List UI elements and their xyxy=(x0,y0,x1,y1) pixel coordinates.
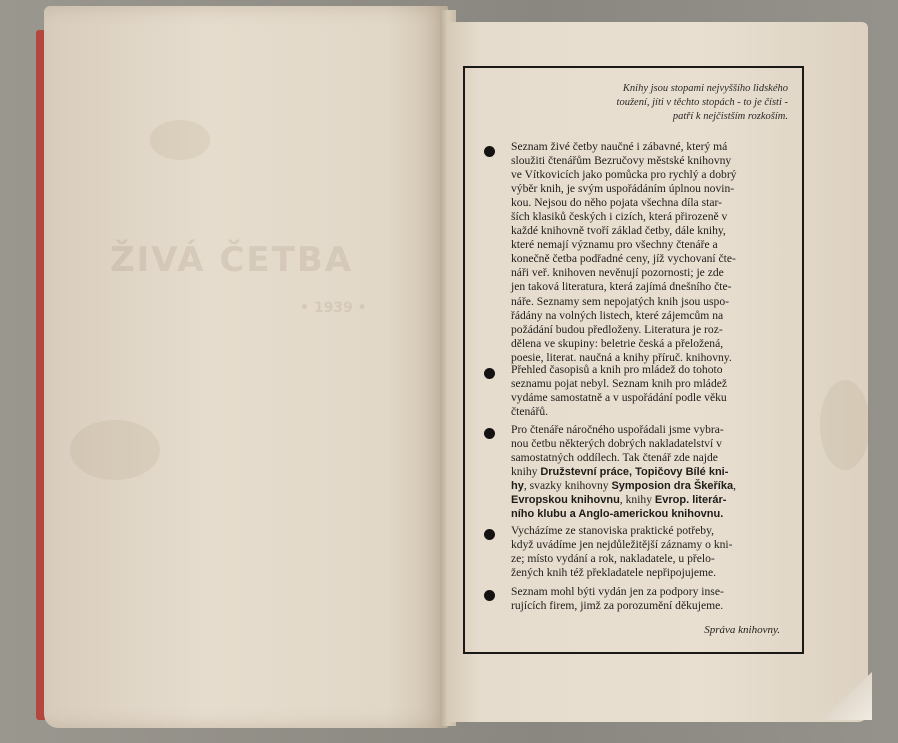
text-line: sloužiti čtenářům Bezručovy městské knihovny xyxy=(511,154,732,168)
bullet-point xyxy=(484,146,495,157)
paper-stain xyxy=(70,420,160,480)
publisher-name: Symposion dra Škeříka xyxy=(611,480,734,493)
text-run: , svazky knihovny xyxy=(523,479,612,493)
paragraph-youth xyxy=(511,363,789,419)
text-line: žených knih též překladatele nepřipojujeme. xyxy=(511,566,717,580)
text-line xyxy=(511,507,789,521)
text-run: knihy xyxy=(511,465,541,479)
left-page-blank xyxy=(44,6,448,728)
text-line: samostatných oddílech. Tak čtenář zde najde xyxy=(511,451,718,465)
text-line xyxy=(511,493,789,507)
text-line: dělena ve skupiny: beletrie česká a přeložená, xyxy=(511,336,724,350)
bullet-point xyxy=(484,529,495,540)
publisher-name: Družstevní práce, Topičovy Bílé kni- xyxy=(540,466,729,479)
text-line: Pro čtenáře náročného uspořádali jsme vybra- xyxy=(511,423,724,436)
text-line: řádány na volných listech, které zájemcům na xyxy=(511,308,724,322)
motto-quote xyxy=(511,82,788,124)
text-line: vydáme samostatně a v uspořádání podle věku xyxy=(511,391,727,405)
bullet-point xyxy=(484,368,495,379)
text-line: výběr knih, je svým uspořádáním úplnou novin- xyxy=(511,182,735,196)
bullet-point xyxy=(484,590,495,601)
bullet-point xyxy=(484,428,495,439)
text-line: když uvádíme jen nejdůležitější záznamy o kni- xyxy=(511,538,733,552)
text-line: seznamu pojat nebyl. Seznam knih pro mládež xyxy=(511,377,728,391)
text-line: Seznam mohl býti vydán jen za podpory inse- xyxy=(511,585,724,598)
motto-line: toužení, jíti v těchto stopách - to je čísti - xyxy=(616,97,788,108)
publisher-name: Evrop. literár- xyxy=(654,494,727,507)
text-line: ších klasiků českých i cizích, která přirozeně v xyxy=(511,210,728,224)
text-line: Vycházíme ze stanoviska praktické potřeby, xyxy=(511,524,715,537)
text-line: ve Vítkovicích jako pomůcka pro rychlý a dobrý xyxy=(511,168,737,182)
motto-line: Knihy jsou stopami nejvyššího lidského xyxy=(622,83,788,94)
publisher-name: ního klubu a Anglo-americkou knihovnu. xyxy=(511,508,724,521)
paragraph-intro xyxy=(511,140,789,365)
text-line xyxy=(511,479,789,493)
text-line: nou četbu některých dobrých nakladatelství v xyxy=(511,437,722,451)
text-line: poesie, literat. naučná a knihy příruč. knihovny. xyxy=(511,350,732,364)
paper-stain xyxy=(150,120,210,160)
text-line: konečně četba podřadné ceny, jíž vychovaní čte- xyxy=(511,252,736,266)
show-through-text-2: • 1939 • xyxy=(300,300,367,316)
text-line: každé knihovně tvoří základ četby, dále knihy, xyxy=(511,224,726,238)
motto-line: patří k nejčistším rozkoším. xyxy=(672,111,788,122)
publisher-name: Evropskou knihovnu xyxy=(511,494,620,507)
text-line: rujících firem, jimž za porozumění děkujeme. xyxy=(511,599,724,613)
text-line: ze; místo vydání a rok, nakladatele, u přelo- xyxy=(511,552,715,566)
text-line: čtenářů. xyxy=(511,405,549,419)
text-line xyxy=(511,465,789,479)
signature: Správa knihovny. xyxy=(704,624,780,636)
publisher-name: hy xyxy=(511,480,524,493)
text-line: Přehled časopisů a knih pro mládež do tohoto xyxy=(511,363,723,376)
show-through-text: ŽIVÁ ČETBA xyxy=(110,240,354,280)
paragraph-publishers xyxy=(511,423,789,521)
paragraph-thanks xyxy=(511,585,789,613)
text-line: náři veř. knihoven nevěnují pozornosti; je zde xyxy=(511,266,724,280)
text-line: náře. Seznamy sem nepojatých knih jsou uspo- xyxy=(511,294,729,308)
paper-stain xyxy=(820,380,870,470)
text-line: požádání budou předloženy. Literatura je roz- xyxy=(511,322,723,336)
text-line: jen taková literatura, která zajímá dnešního čte- xyxy=(511,280,732,294)
paragraph-records xyxy=(511,524,789,580)
text-line: kou. Nejsou do něho pojata všechna díla star- xyxy=(511,196,722,210)
text-line: které nemají významu pro všechny čtenáře a xyxy=(511,238,718,252)
text-run: , xyxy=(733,479,737,493)
text-line: Seznam živé četby naučné i zábavné, který má xyxy=(511,140,728,153)
text-run: , knihy xyxy=(619,493,655,507)
